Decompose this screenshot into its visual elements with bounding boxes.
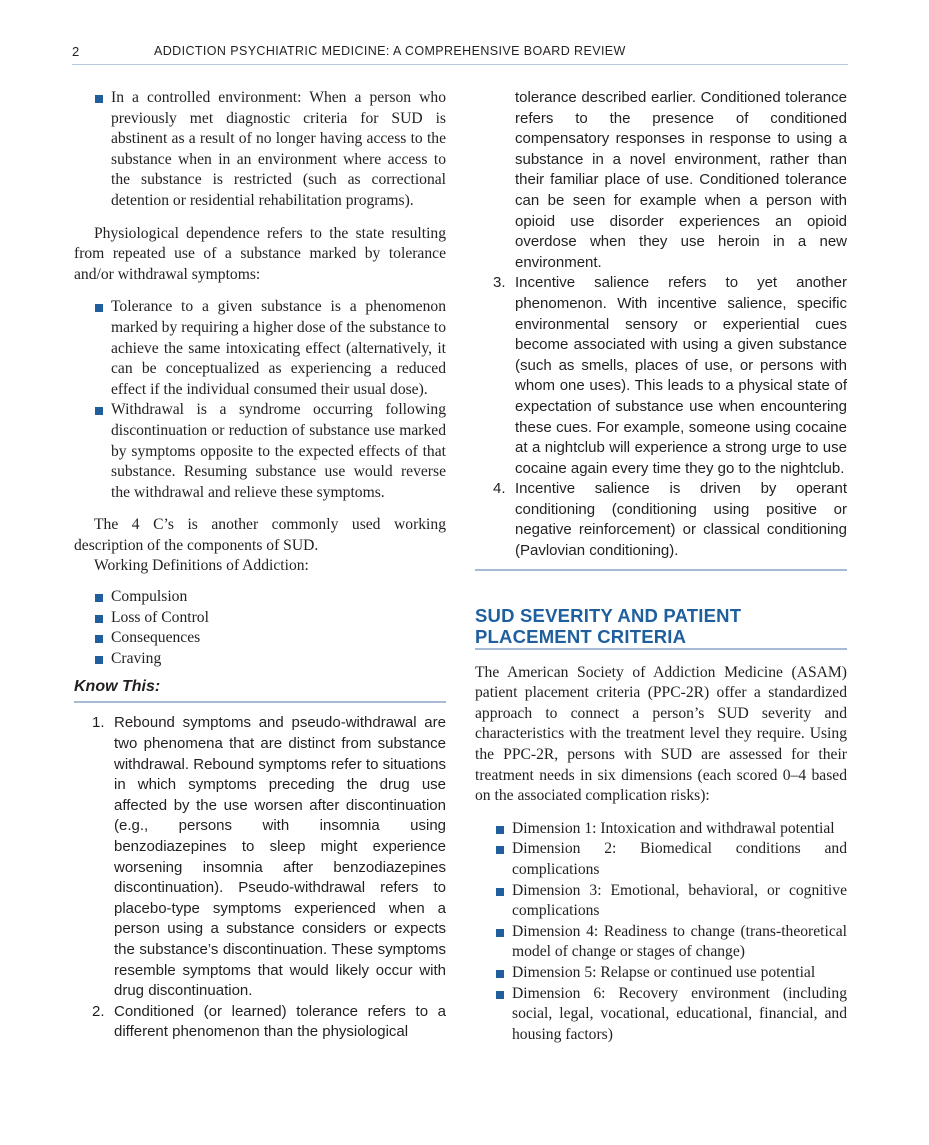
four-cs-item: Consequences <box>74 628 446 649</box>
page-number: 2 <box>72 44 80 59</box>
tolerance-bullet: Tolerance to a given substance is a phenomenon marked by requiring a higher dose of the substance to achieve the same intoxicating effect (alternatively, it can be conceptualized as experiencing a reduced effect if the individual consumed their usual dose). <box>74 297 446 400</box>
four-cs-item: Compulsion <box>74 587 446 608</box>
asam-paragraph: The American Society of Addiction Medicine (ASAM) patient placement criteria (PPC-2R) offer a standardized approach to connect a person’s SUD severity and characteristics with the treatment level they require. Using the PPC-2R, persons with SUD are assessed for their treatment needs in six dimensions (each scored 0–4 based on the associated complication risks): <box>475 663 847 805</box>
physiological-dependence-paragraph: Physiological dependence refers to the state resulting from repeated use of a substance marked by tolerance and/or withdrawal symptoms: <box>74 224 446 283</box>
know-this-item <box>475 479 847 561</box>
know-this-item <box>475 273 847 479</box>
item-number: 2. <box>92 1002 105 1020</box>
dimension-item: Dimension 4: Readiness to change (trans-theoretical model of change or stages of change) <box>475 922 847 963</box>
four-cs-item: Loss of Control <box>74 608 446 629</box>
know-this-item <box>74 713 446 1001</box>
four-cs-item: Craving <box>74 649 446 670</box>
item-number: 3. <box>493 274 506 292</box>
dependence-list <box>74 297 446 503</box>
item-number: 1. <box>92 714 105 732</box>
dimension-item: Dimension 6: Recovery environment (including social, legal, vocational, educational, financial, and housing factors) <box>475 984 847 1046</box>
know-this-end-rule <box>475 569 847 571</box>
know-this-list <box>74 713 446 1043</box>
controlled-environment-list <box>74 88 446 212</box>
know-this-continuation: tolerance described earlier. Conditioned tolerance refers to the presence of conditioned compensatory responses in response to using a substance in a novel environment, rather than their familiar place of use. Conditioned tolerance can be seen for example when a person with opioid use disorder experiences an opioid overdose when they use heroin in a new environment. <box>515 89 847 271</box>
right-column <box>475 88 847 1045</box>
item-number: 4. <box>493 480 506 498</box>
left-column <box>74 88 446 1043</box>
section-heading-line1: SUD SEVERITY AND PATIENT <box>475 604 742 626</box>
item-text: Rebound symptoms and pseudo-withdrawal are two phenomena that are distinct from substance withdrawal. Rebound symptoms refer to situations in which symptoms preceding the drug use affected by the use worsen after discontinuation (e.g., persons with insomnia using benzodiazepines to sleep might experience worsening insomnia after benzodiazepines discontinuation). Pseudo-withdrawal refers to placebo-type symptoms experienced when a person using a substance considers or expects the substance’s discontinuation. These symptoms resemble symptoms that would likely occur with drug discontinuation. <box>114 714 446 1000</box>
dimension-item: Dimension 3: Emotional, behavioral, or cognitive complications <box>475 881 847 922</box>
withdrawal-bullet: Withdrawal is a syndrome occurring following discontinuation or reduction of substance use marked by symptoms opposite to the expected effects of that substance. Resuming substance use would reverse the withdrawal and relieve these symptoms. <box>74 400 446 503</box>
running-header <box>72 44 848 65</box>
running-title: ADDICTION PSYCHIATRIC MEDICINE: A COMPREHENSIVE BOARD REVIEW <box>154 44 626 58</box>
item-text: Incentive salience is driven by operant conditioning (conditioning using positive or negative reinforcement) or classical conditioning (Pavlovian conditioning). <box>515 480 847 560</box>
item-text: Incentive salience refers to yet another phenomenon. With incentive salience, specific environmental sensory or experiential cues become associated with using a given substance (such as smells, places of use, or persons with whom one uses). This leads to a physical state of expectation of substance use when encountering these cues. For example, someone using cocaine at a nightclub will experience a strong urge to use cocaine again every time they go to the nightclub. <box>515 274 847 477</box>
four-cs-paragraph: The 4 C’s is another commonly used working description of the components of SUD. <box>74 516 446 554</box>
know-this-list-continued <box>475 273 847 561</box>
working-definitions-label: Working Definitions of Addiction: <box>94 557 309 575</box>
dimensions-list <box>475 819 847 1046</box>
dimension-item: Dimension 1: Intoxication and withdrawal potential <box>475 819 847 840</box>
item-text: Conditioned (or learned) tolerance refers to a different phenomenon than the physiological <box>114 1002 446 1041</box>
section-heading <box>475 605 847 650</box>
dimension-item: Dimension 2: Biomedical conditions and complications <box>475 839 847 880</box>
section-heading-line2: PLACEMENT CRITERIA <box>475 625 687 647</box>
know-this-item <box>74 1002 446 1043</box>
controlled-environment-bullet: In a controlled environment: When a person who previously met diagnostic criteria for SUD is abstinent as a result of no longer having access to the substance when in an environment where access to the substance is restricted (such as correctional detention or residential rehabilitation programs). <box>74 88 446 212</box>
dimension-item: Dimension 5: Relapse or continued use potential <box>475 963 847 984</box>
know-this-heading: Know This: <box>74 677 446 703</box>
four-cs-list <box>74 587 446 669</box>
